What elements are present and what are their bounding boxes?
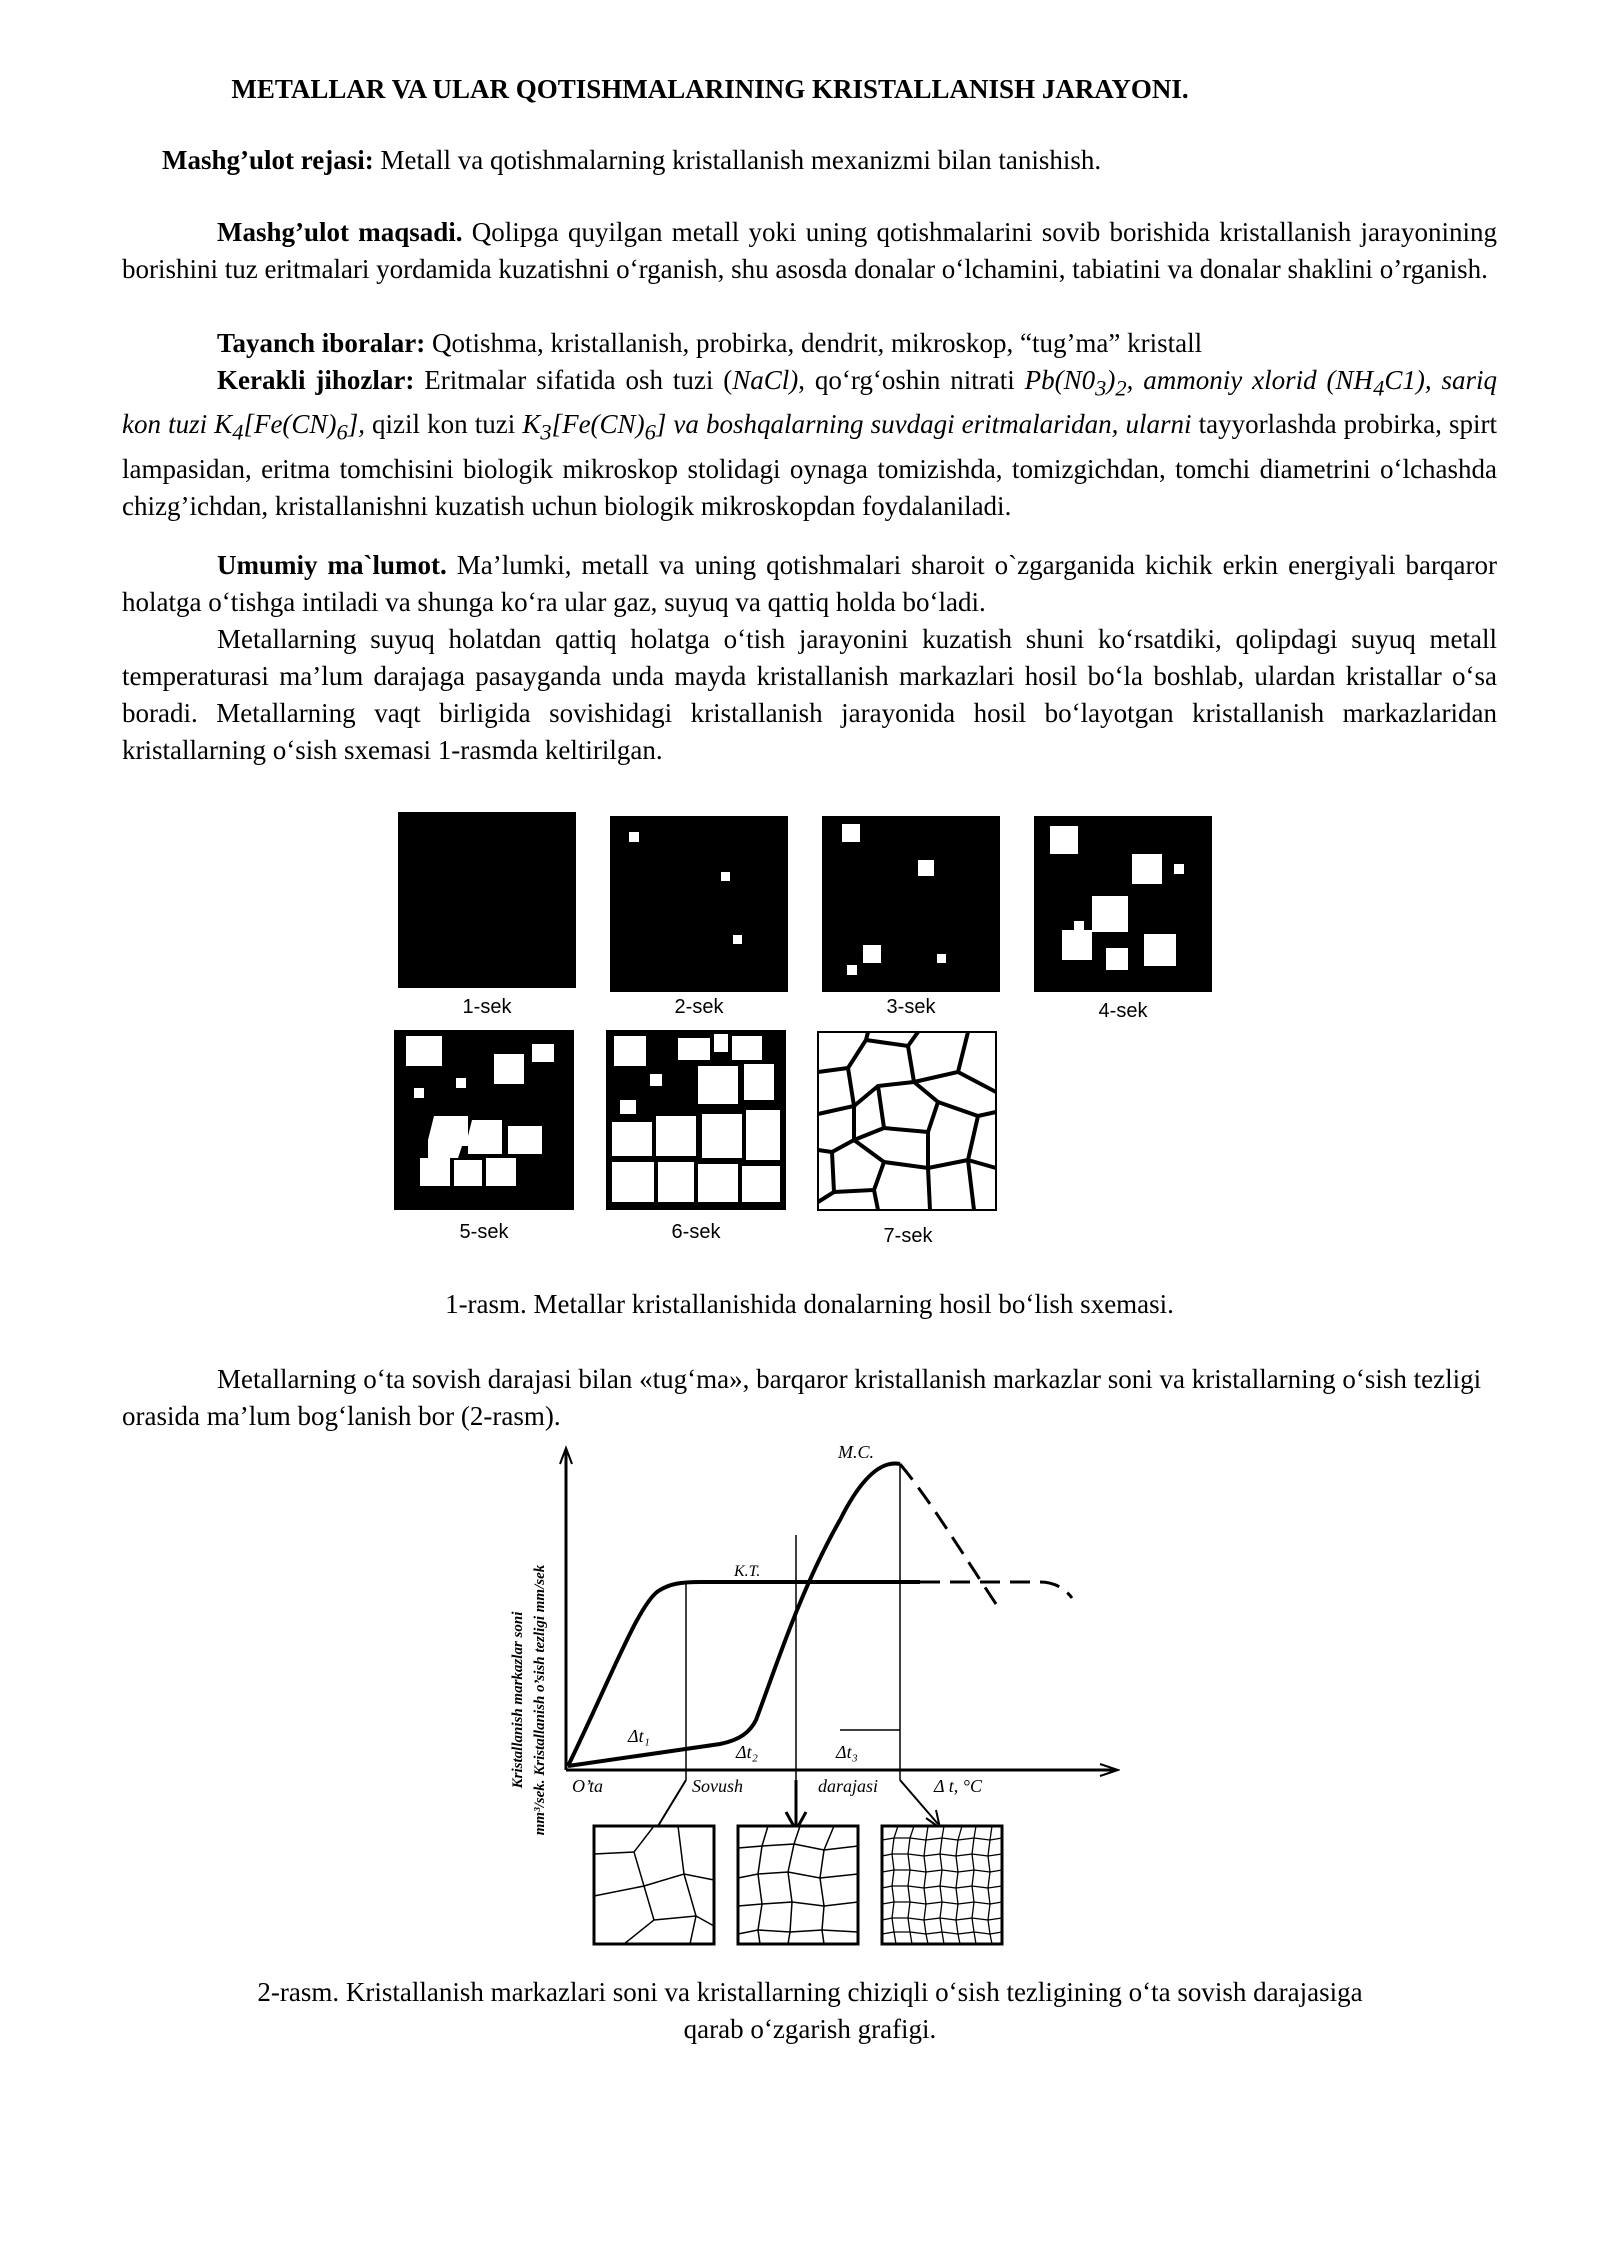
keywords-text: Qotishma, kristallanish, probirka, dendrit, mikroskop, “tug’ma” kristall — [425, 328, 1203, 358]
microstructure-coarse — [594, 1826, 714, 1944]
microstructure-medium — [738, 1826, 858, 1944]
curve-kt-dashed — [920, 1582, 1072, 1598]
arrow-3 — [900, 1780, 938, 1824]
equipment-text-4: C1), sariq kon tuzi K — [122, 365, 1497, 440]
label-4-sek: 4-sek — [1098, 1000, 1148, 1022]
keywords-paragraph — [122, 325, 1497, 362]
panel-2-sek — [610, 816, 788, 992]
curve-mc — [568, 1463, 900, 1766]
curve-mc-dashed — [900, 1464, 1000, 1610]
arrow-1 — [658, 1780, 686, 1826]
equipment-label: Kerakli jihozlar: — [217, 365, 415, 395]
label-5-sek: 5-sek — [459, 1221, 509, 1243]
panel-7-sek — [818, 1032, 996, 1210]
axis-word-3: darajasi — [818, 1776, 879, 1796]
panel-3-sek — [822, 816, 1000, 992]
formula-pb-sub2: 2 — [1115, 375, 1127, 401]
y-label-1: Kristallanish markazlar soni — [510, 1611, 526, 1789]
degree-paragraph: Metallarning o‘ta sovish darajasi bilan «tug‘ma», barqaror kristallanish markazlar soni va kristallarning o‘sish tezligi orasida ma’lum bog‘lanish bor (2-rasm). — [122, 1364, 1482, 1431]
formula-k3-sub: 3 — [540, 419, 552, 445]
panel-1-sek — [398, 812, 576, 988]
general-text: Ma’lumki, metall va uning qotishmalari sharoit o`zgarganida kichik erkin energiyali barqaror holatga o‘tishga intiladi va shunga ko‘ra ular gaz, suyuq va qattiq holda bo‘ladi. — [122, 550, 1498, 617]
figure-1-caption: 1-rasm. Metallar kristallanishida donalarning hosil bo‘lish sxemasi. — [445, 1289, 1174, 1319]
figure-2-caption — [100, 1974, 1520, 2048]
formula-nacl: NaCl) — [732, 365, 799, 395]
panel-6-sek — [606, 1030, 786, 1210]
transition-paragraph: Metallarning suyuq holatdan qattiq holatga o‘tish jarayonini kuzatish shuni ko‘rsatdiki, qolipdagi suyuq metall temperaturasi ma’lum darajaga pasayganda unda mayda kristallanish markazlari hosil bo‘la boshlab, ulardan kristallar o‘sa boradi. Metallarning vaqt birligida sovishidagi kristallanish jarayonida hosil bo‘layotgan kristallanish markazlaridan kristallarning o‘sish sxemasi 1-rasmda keltirilgan. — [122, 624, 1497, 765]
label-1-sek: 1-sek — [462, 996, 512, 1018]
plan-paragraph — [162, 142, 1462, 179]
label-mc: M.C. — [838, 1442, 874, 1462]
general-label: Umumiy ma`lumot. — [217, 550, 447, 580]
equipment-text-3: , ammoniy xlorid (NH — [1126, 365, 1374, 395]
label-3-sek: 3-sek — [886, 996, 936, 1018]
figure-2-supercooling-graph — [500, 1440, 1120, 1950]
microstructure-fine — [882, 1826, 1002, 1944]
equipment-text-6: ], — [347, 409, 365, 440]
formula-pb-close: ) — [1106, 365, 1116, 395]
formula-k3: K — [522, 409, 541, 440]
label-2-sek: 2-sek — [674, 996, 724, 1018]
curve-kt — [568, 1582, 920, 1766]
plan-text: Metall va qotishmalarning kristallanish mexanizmi bilan tanishish. — [373, 145, 1102, 175]
equipment-text-9: ] va boshqalarning suvdagi eritmalaridan, ularni — [655, 409, 1192, 440]
goal-paragraph — [122, 214, 1497, 288]
figure-2-caption-line-1: 2-rasm. Kristallanish markazlari soni va kristallarning chiziqli o‘sish tezligining o‘ta sovish darajasiga — [257, 1977, 1363, 2007]
formula-k4-sub: 4 — [232, 419, 244, 445]
formula-nh-sub: 4 — [1373, 375, 1385, 401]
label-dt1: Δt₁ — [628, 1726, 650, 1746]
page-title: METALLAR VA ULAR QOTISHMALARINING KRISTALLANISH JARAYONI. — [231, 74, 1189, 104]
equipment-text-10: tayyorlashda probirka, spirt lampasidan, eritma tomchisini biologik mikroskop stolidagi oynaga tomizishda, tomizgichdan, tomchi diametrini o‘lchashda chizg’ichdan, kristallanishni kuzatish uchun biologik mikroskopdan foydalaniladi. — [122, 409, 1497, 521]
keywords-label: Tayanch iboralar: — [217, 328, 426, 358]
plan-label: Mashg’ulot rejasi: — [162, 145, 374, 175]
figure-1-crystallization-scheme — [390, 810, 1220, 1260]
axis-word-4: Δ t, °C — [934, 1776, 982, 1796]
equipment-text-8: [Fe(CN) — [551, 409, 645, 440]
general-paragraph — [122, 547, 1497, 621]
figure-2-caption-line-2: qarab o‘zgarish grafigi. — [683, 2014, 937, 2044]
formula-fe2-sub: 6 — [644, 419, 656, 445]
formula-fe1-sub: 6 — [336, 419, 348, 445]
label-dt2: Δt₂ — [736, 1742, 758, 1762]
panel-5-sek — [394, 1030, 574, 1210]
label-6-sek: 6-sek — [671, 1221, 721, 1243]
equipment-paragraph — [122, 362, 1497, 525]
equipment-text-7: qizil kon tuzi — [364, 409, 523, 440]
y-label-2: mm³/sek. Kristallanish o’sish tezligi mm/sek — [532, 1564, 548, 1836]
axis-word-1: O’ta — [572, 1776, 603, 1796]
label-dt3: Δt₃ — [836, 1742, 858, 1762]
formula-pb-base: Pb(N0 — [1024, 365, 1096, 395]
equipment-text-5: [Fe(CN) — [243, 409, 337, 440]
goal-label: Mashg’ulot maqsadi. — [217, 217, 463, 247]
formula-pb-sub: 3 — [1095, 375, 1107, 401]
label-kt: K.T. — [734, 1563, 761, 1580]
panel-4-sek — [1034, 816, 1212, 992]
equipment-text-2: , qo‘rg‘oshin nitrati — [798, 365, 1025, 395]
goal-text: Qolipga quyilgan metall yoki uning qotishmalarini sovib borishida kristallanish jarayonining borishini tuz eritmalari yordamida kuzatishni o‘rganish, shu asosda donalar o‘lchamini, tabiatini va donalar shaklini o’rganish. — [122, 217, 1497, 284]
label-7-sek: 7-sek — [883, 1225, 933, 1247]
formula-pb — [1024, 365, 1127, 401]
axis-word-2: Sovush — [692, 1776, 743, 1796]
equipment-text-1: Eritmalar sifatida osh tuzi ( — [414, 365, 733, 395]
